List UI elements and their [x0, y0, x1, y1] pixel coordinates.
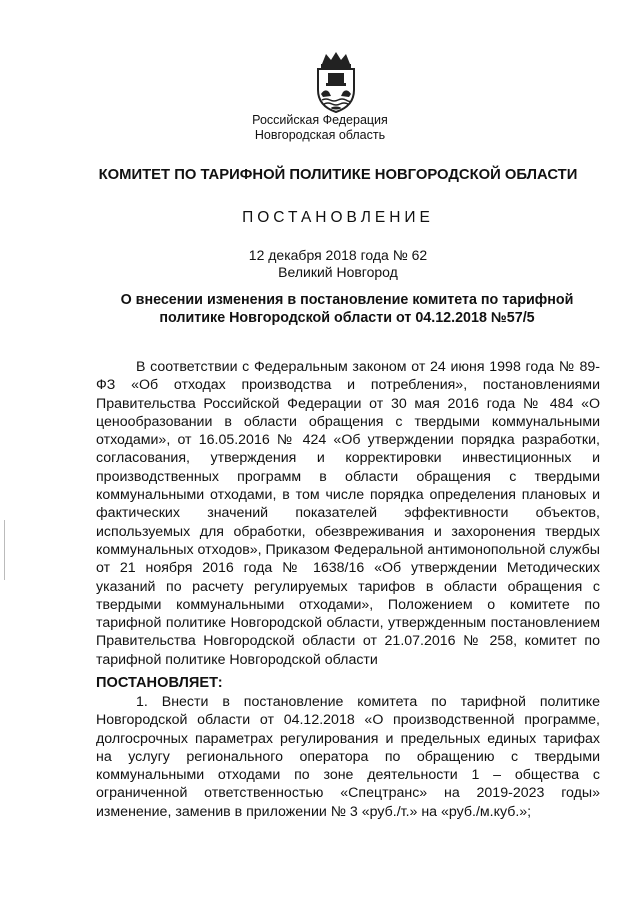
- committee-title: КОМИТЕТ ПО ТАРИФНОЙ ПОЛИТИКЕ НОВГОРОДСКОЙ ОБЛАСТИ: [98, 167, 578, 183]
- item-1-paragraph: 1. Внести в постановление комитета по тарифной политике Новгородской области от 04.12.2018 «О производственной программе, долгосрочных параметрах регулирования и предельных единых тарифах на услугу регионального оператора по обращению с твердыми коммунальными отходами по зоне деятельности 1 – общества с ограниченной ответственностью «Спецтранс» на 2019-2023 годы» изменение, заменив в приложении № 3 «руб./т.» на «руб./м.куб.»;: [96, 694, 600, 820]
- document-type: ПОСТАНОВЛЕНИЕ: [242, 209, 434, 226]
- novgorod-coat-of-arms-icon: [308, 50, 364, 114]
- date-number: 12 декабря 2018 года № 62: [248, 247, 428, 263]
- country-name: Российская Федерация: [252, 113, 388, 127]
- document-subject: О внесении изменения в постановление комитета по тарифной политике Новгородской области от 04.12.2018 №57/5: [120, 292, 574, 326]
- region-name: Новгородская область: [254, 128, 386, 142]
- decides-heading: ПОСТАНОВЛЯЕТ:: [96, 675, 223, 691]
- scan-margin-mark: [4, 520, 5, 580]
- city-name: Великий Новгород: [278, 264, 398, 280]
- preamble-paragraph: В соответствии с Федеральным законом от 24 июня 1998 года № 89-ФЗ «Об отходах производства и потребления», постановлениями Правительства Российской Федерации от 30 мая 2016 года № 484 «О ценообразовании в области обращения с твердыми коммунальными отходами», от 16.05.2016 № 424 «Об утверждении порядка разработки, согласования, утверждения и корректировки инвестиционных и производственных программ в области обращения с твердыми коммунальными отходами, в том числе порядка определения плановых и фактических значений показателей эффективности объектов, используемых для обработки, обезвреживания и захоронения твердых коммунальных отходов», Приказом Федеральной антимонопольной службы от 21 ноября 2016 года № 1638/16 «Об утверждении Методических указаний по расчету регулируемых тарифов в области обращения с твердыми коммунальными отходами», Положением о комитете по тарифной политике Новгородской области, утвержденным постановлением Правительства Новгородской области от 21.07.2016 № 258, комитет по тарифной политике Новгородской области: [96, 359, 600, 668]
